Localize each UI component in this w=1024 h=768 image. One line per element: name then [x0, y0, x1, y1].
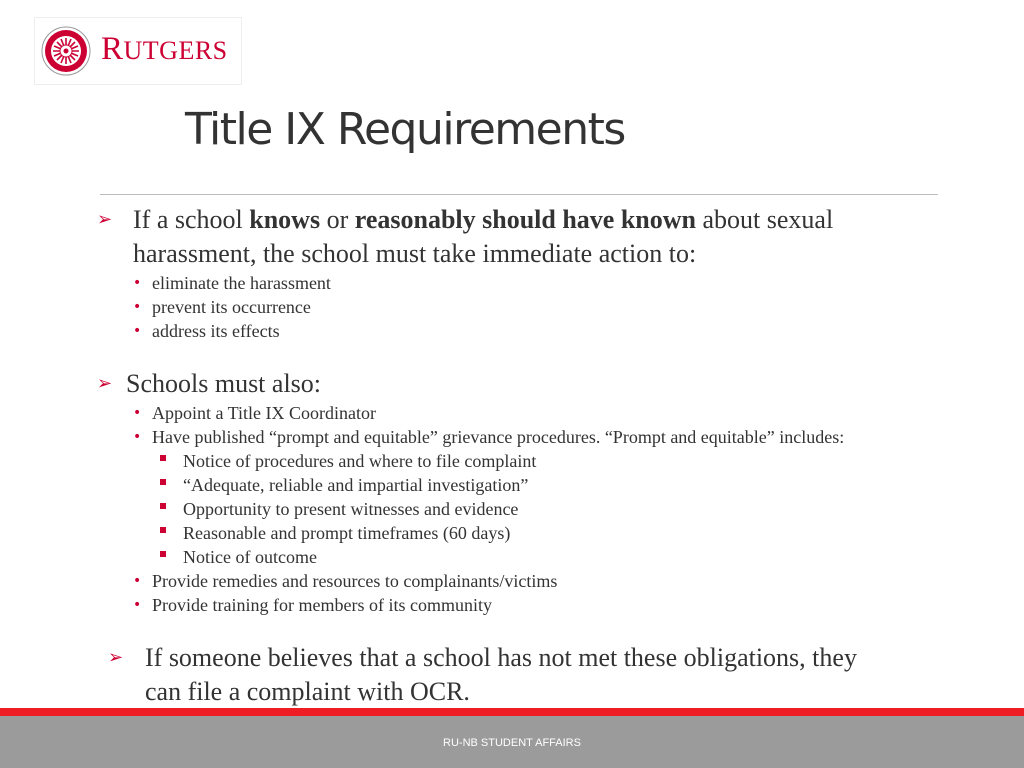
rutgers-logo [34, 17, 242, 85]
sub-list-item: Notice of procedures and where to file complaint [183, 451, 537, 471]
rutgers-seal-icon [41, 26, 91, 76]
square-bullet-icon [160, 551, 166, 557]
square-bullet-icon [160, 455, 166, 461]
dot-bullet-icon: • [133, 299, 142, 315]
section3-line1: If someone believes that a school has not met these obligations, they [145, 643, 857, 672]
list-item: Appoint a Title IX Coordinator [152, 403, 376, 423]
section1-line1: If a school knows or reasonably should have known about sexual [133, 205, 834, 234]
section2-heading: Schools must also: [126, 369, 322, 398]
section3-line2: can file a complaint with OCR. [145, 677, 470, 706]
dot-bullet-icon: • [133, 429, 142, 445]
arrow-bullet-icon: ➢ [97, 209, 113, 230]
square-bullet-icon [160, 527, 166, 533]
square-bullet-icon [160, 503, 166, 509]
sub-list-item: Reasonable and prompt timeframes (60 days) [183, 523, 511, 543]
footer [0, 716, 1024, 768]
red-accent-bar [0, 708, 1024, 716]
list-item: Have published “prompt and equitable” grievance procedures. “Prompt and equitable” includes: [152, 427, 845, 447]
sub-list-item: “Adequate, reliable and impartial investigation” [183, 475, 529, 495]
dot-bullet-icon: • [133, 275, 142, 291]
section1-line2: harassment, the school must take immediate action to: [133, 239, 697, 268]
dot-bullet-icon: • [133, 573, 142, 589]
logo-wordmark: RUTGERS [101, 31, 228, 67]
square-bullet-icon [160, 479, 166, 485]
list-item: address its effects [152, 321, 280, 341]
footer-text: RU-NB STUDENT AFFAIRS [443, 737, 581, 749]
page-title: Title IX Requirements [185, 104, 625, 155]
emphasis-should-have-known: reasonably should have known [354, 205, 696, 234]
arrow-bullet-icon: ➢ [97, 373, 113, 394]
dot-bullet-icon: • [133, 323, 142, 339]
title-divider [100, 194, 938, 195]
list-item: Provide training for members of its community [152, 595, 492, 615]
list-item: prevent its occurrence [152, 297, 311, 317]
sub-list-item: Opportunity to present witnesses and evidence [183, 499, 519, 519]
emphasis-knows: knows [249, 205, 321, 234]
arrow-bullet-icon: ➢ [108, 647, 124, 668]
dot-bullet-icon: • [133, 597, 142, 613]
list-item: eliminate the harassment [152, 273, 331, 293]
sub-list-item: Notice of outcome [183, 547, 317, 567]
dot-bullet-icon: • [133, 405, 142, 421]
list-item: Provide remedies and resources to complainants/victims [152, 571, 558, 591]
